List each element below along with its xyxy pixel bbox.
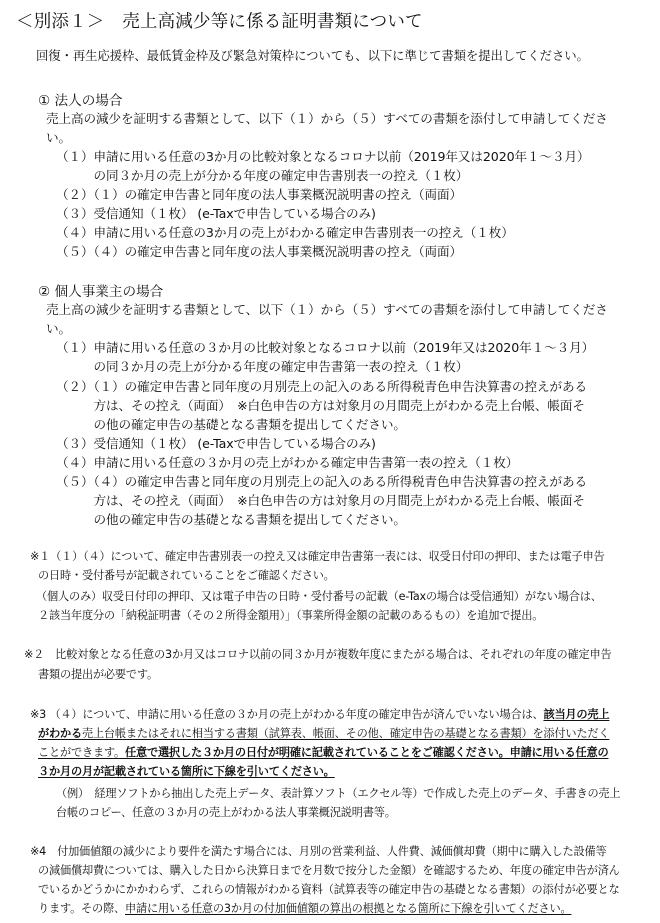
note4-line2: の減価償却費については、購入した日から決算日までを月数で按分した金額）を確認するため、年度の確定申告が済ん	[38, 864, 620, 877]
note3-line2-text: 売上台帳またはそれに相当する書類（試算表、帳面、その他、確定申告の基礎となる書類）を添付いただく	[81, 727, 610, 740]
note3-line3-emphasis: 任意で選択した３か月の日付が明確に記載されていることをご確認ください。申請に用いる任意の	[125, 746, 609, 759]
corp-item-5: （５）（４）の確定申告書と同年度の法人事業概況説明書の控え（両面）	[56, 244, 462, 259]
note2-line1: ※２ 比較対象となる任意の3か月又はコロナ以前の同３か月が複数年度にまたがる場合は、それぞれの年度の確定申告	[24, 648, 612, 661]
indiv-item-4: （４）申請に用いる任意の３か月の売上がわかる確定申告書第一表の控え（１枚）	[56, 455, 519, 470]
note3-line1-emphasis: 該当月の売上	[543, 708, 610, 721]
note1-line2: の日時・受付番号が記載されていることをご確認ください。	[38, 569, 335, 582]
intro-text: 回復・再生応援枠、最低賃金枠及び緊急対策枠についても、以下に準じて書類を提出してください。	[36, 48, 589, 63]
note4-line4	[38, 900, 571, 916]
note3-line1-text: ※3 （４）について、申請に用いる任意の３か月の売上がわかる年度の確定申告が済んでいない場合は、	[30, 708, 544, 721]
note3-line1	[30, 706, 609, 722]
indiv-item-1-l2: の同３か月の売上が分かる年度の確定申告書第一表の控え（１枚）	[56, 359, 469, 374]
note3-line4: ３か月の月が記載されている箇所に下線を引いてください。	[38, 765, 335, 778]
note1-line3: （個人のみ）収受日付印の押印、又は電子申告の日時・受付番号の記載（e-Taxの場合は受信通知）がない場合は、	[36, 590, 602, 603]
indiv-heading: ② 個人事業主の場合	[38, 284, 164, 300]
note3-line3	[38, 744, 608, 760]
note1-line1: ※１（１）（４）について、確定申告書別表一の控え又は確定申告書第一表には、収受日付印の押印、または電子申告	[30, 550, 605, 563]
note4-line1: ※4 付加価値額の減少により要件を満たす場合には、月別の営業利益、人件費、減価償却費（期中に購入した設備等	[30, 845, 607, 858]
indiv-item-2-l3: の他の確定申告の基礎となる書類を提出してください。	[56, 417, 406, 432]
indiv-lead-1: 売上高の減少を証明する書類として、以下（１）から（５）すべての書類を添付して申請してくださ	[46, 302, 608, 317]
note3-line2	[38, 725, 609, 741]
corp-lead-1: 売上高の減少を証明する書類として、以下（１）から（５）すべての書類を添付して申請してくださ	[46, 111, 608, 126]
corp-heading: ① 法人の場合	[38, 93, 123, 109]
indiv-item-3: （３）受信通知（１枚） (e-Taxで申告している場合のみ)	[56, 436, 376, 451]
indiv-item-1-l1: （１）申請に用いる任意の３か月の比較対象となるコロナ以前（2019年又は2020年１～３月）	[56, 340, 595, 355]
document-title: ＜別添１＞ 売上高減少等に係る証明書類について	[16, 12, 423, 32]
corp-item-3: （３）受信通知（１枚） (e-Taxで申告している場合のみ)	[56, 206, 376, 221]
note1-line4: ２該当年度分の「納税証明書（その２所得金額用）」（事業所得金額の記載のあるもの）を追加で提出。	[38, 609, 544, 622]
note3-line2-emphasis: がわかる	[38, 727, 82, 740]
note4-line3: でいるかどうかにかかわらず、これらの情報がわかる資料（試算表等の確定申告の基礎となる書類）の添付が必要とな	[38, 883, 620, 896]
indiv-lead-2: い。	[46, 321, 71, 336]
indiv-item-2-l2: 方は、その控え（両面） ※白色申告の方は対象月の月間売上がわかる売上台帳、帳面そ	[56, 398, 585, 413]
note4-line4-underlined: 申請に用いる任意の3か月の付加価値額の算出の根拠となる箇所に下線を引いてください。	[125, 902, 572, 915]
note3-example-line2: 台帳のコピー、任意の３か月の売上がわかる法人事業概況説明書等。	[56, 806, 396, 819]
corp-item-4: （４）申請に用いる任意の3か月の売上がわかる確定申告書別表一の控え（１枚）	[56, 225, 514, 240]
corp-lead-2: い。	[46, 130, 71, 145]
indiv-item-5-l3: の他の確定申告の基礎となる書類を提出してください。	[56, 512, 406, 527]
note3-example-line1: （例） 経理ソフトから抽出した売上データ、表計算ソフト（エクセル等）で作成した売上のデータ、手書きの売上	[56, 787, 621, 800]
indiv-item-5-l2: 方は、その控え（両面） ※白色申告の方は対象月の月間売上がわかる売上台帳、帳面そ	[56, 493, 585, 508]
indiv-item-5-l1: （５）（４）の確定申告書と同年度の月別売上の記入のある所得税青色申告決算書の控えがある	[56, 474, 587, 489]
indiv-item-2-l1: （２）（１）の確定申告書と同年度の月別売上の記入のある所得税青色申告決算書の控えがある	[56, 379, 587, 394]
corp-item-1-l2: の同３か月の売上が分かる年度の確定申告書別表一の控え（１枚）	[56, 168, 469, 183]
note4-line4-text: ります。その際、	[38, 902, 126, 915]
note3-line3-text: ことができます。	[38, 746, 126, 759]
corp-item-2: （２）（１）の確定申告書と同年度の法人事業概況説明書の控え（両面）	[56, 187, 462, 202]
note2-line2: 書類の提出が必要です。	[38, 668, 158, 681]
corp-item-1-l1: （１）申請に用いる任意の3か月の比較対象となるコロナ以前（2019年又は2020年１～３月）	[56, 149, 590, 164]
